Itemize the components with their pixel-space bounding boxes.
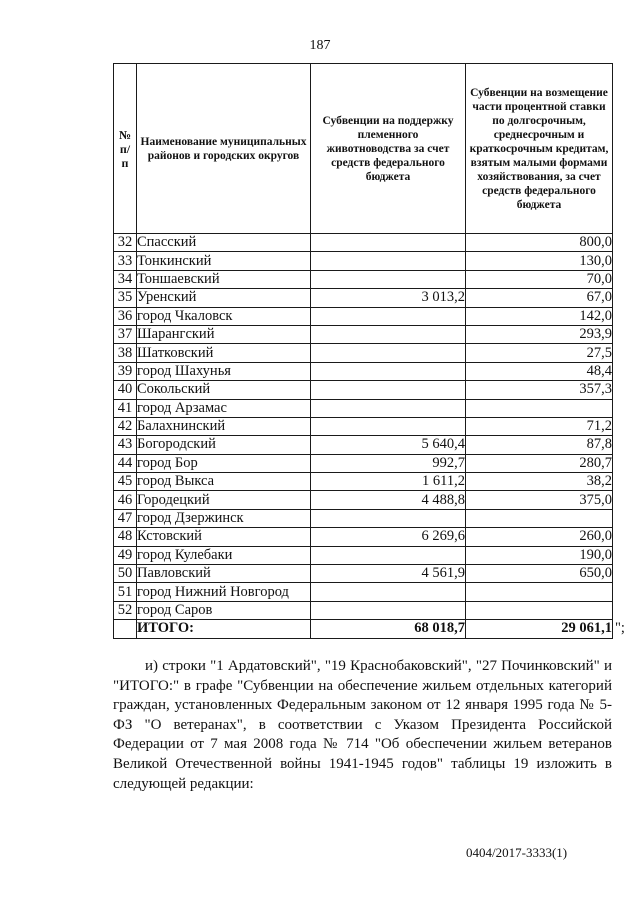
interest-subsidy-value [466,601,613,619]
interest-subsidy-value: 71,2 [466,417,613,435]
table-row [114,417,613,435]
table-row [114,454,613,472]
header-num: № п/п [114,64,137,234]
table-row [114,362,613,380]
interest-subsidy-value: 190,0 [466,546,613,564]
table-row [114,528,613,546]
breeding-subsidy-value [311,381,466,399]
row-number: 50 [114,565,137,583]
table-row [114,344,613,362]
table-row [114,381,613,399]
breeding-subsidy-value: 1 611,2 [311,473,466,491]
total-interest-subsidy: 29 061,1 [466,620,613,638]
row-number: 45 [114,473,137,491]
breeding-subsidy-value: 4 561,9 [311,565,466,583]
row-number: 37 [114,325,137,343]
header-interest-subsidy: Субвенции на возмещение части процентной ставки по долгосрочным, среднесрочным и краткосрочным кредитам, взятым малыми формами хозяйствования, за счет средств федерального бюджета [466,64,613,234]
district-name: город Выкса [137,473,311,491]
breeding-subsidy-value [311,252,466,270]
total-num-cell [114,620,137,638]
row-number: 46 [114,491,137,509]
paragraph-text: и) строки "1 Ардатовский", "19 Краснобаковский", "27 Починковский" и "ИТОГО:" в графе "Субвенции на обеспечение жильем отдельных категорий граждан, установленных Федеральным законом от 12 января 1995 года № 5-ФЗ "О ветеранах", в соответствии с Указом Президента Российской Федерации от 7 мая 2008 года № 714 "Об обеспечении жильем ветеранов Великой Отечественной войны 1941-1945 годов" таблицы 19 изложить в следующей редакции: [113,658,612,792]
district-name: город Чкаловск [137,307,311,325]
district-name: Уренский [137,289,311,307]
interest-subsidy-value: 48,4 [466,362,613,380]
row-number: 33 [114,252,137,270]
district-name: город Нижний Новгород [137,583,311,601]
row-number: 32 [114,234,137,252]
table-row [114,252,613,270]
table-row [114,583,613,601]
total-breeding-subsidy: 68 018,7 [311,620,466,638]
total-label: ИТОГО: [137,620,311,638]
district-name: Богородский [137,436,311,454]
page-number: 187 [309,38,331,53]
interest-subsidy-value: 293,9 [466,325,613,343]
table-body [114,234,613,639]
interest-subsidy-value [466,399,613,417]
row-number: 35 [114,289,137,307]
breeding-subsidy-value [311,399,466,417]
district-name: город Кулебаки [137,546,311,564]
table-row [114,289,613,307]
district-name: город Бор [137,454,311,472]
row-number: 48 [114,528,137,546]
interest-subsidy-value: 27,5 [466,344,613,362]
interest-subsidy-value: 375,0 [466,491,613,509]
document-code: 0404/2017-3333(1) [466,845,568,860]
table-row [114,601,613,619]
breeding-subsidy-value: 992,7 [311,454,466,472]
district-name: город Дзержинск [137,509,311,527]
table-row [114,565,613,583]
interest-subsidy-value: 130,0 [466,252,613,270]
table-row [114,473,613,491]
row-number: 34 [114,270,137,288]
breeding-subsidy-value: 3 013,2 [311,289,466,307]
breeding-subsidy-value: 6 269,6 [311,528,466,546]
district-name: Тоншаевский [137,270,311,288]
row-number: 52 [114,601,137,619]
breeding-subsidy-value [311,344,466,362]
row-number: 36 [114,307,137,325]
row-number: 42 [114,417,137,435]
breeding-subsidy-value [311,362,466,380]
breeding-subsidy-value: 4 488,8 [311,491,466,509]
total-row [114,620,613,638]
district-name: Балахнинский [137,417,311,435]
breeding-subsidy-value [311,234,466,252]
interest-subsidy-value: 142,0 [466,307,613,325]
row-number: 49 [114,546,137,564]
breeding-subsidy-value [311,270,466,288]
table-row [114,270,613,288]
amendment-paragraph [113,657,612,794]
header-name: Наименование муниципальных районов и городских округов [137,64,311,234]
table-row [114,399,613,417]
breeding-subsidy-value [311,583,466,601]
breeding-subsidy-value [311,546,466,564]
breeding-subsidy-value [311,325,466,343]
table-row [114,491,613,509]
interest-subsidy-value: 650,0 [466,565,613,583]
district-name: Тонкинский [137,252,311,270]
table-row [114,436,613,454]
breeding-subsidy-value: 5 640,4 [311,436,466,454]
subsidy-table [113,63,613,639]
district-name: город Арзамас [137,399,311,417]
interest-subsidy-value: 67,0 [466,289,613,307]
interest-subsidy-value [466,583,613,601]
row-number: 44 [114,454,137,472]
table-row [114,234,613,252]
interest-subsidy-value: 800,0 [466,234,613,252]
interest-subsidy-value: 260,0 [466,528,613,546]
district-name: Спасский [137,234,311,252]
row-number: 41 [114,399,137,417]
district-name: Шатковский [137,344,311,362]
interest-subsidy-value: 357,3 [466,381,613,399]
table-row [114,509,613,527]
breeding-subsidy-value [311,509,466,527]
row-number: 40 [114,381,137,399]
row-number: 39 [114,362,137,380]
breeding-subsidy-value [311,417,466,435]
district-name: город Саров [137,601,311,619]
district-name: Городецкий [137,491,311,509]
row-number: 51 [114,583,137,601]
table-row [114,546,613,564]
table-row [114,307,613,325]
interest-subsidy-value [466,509,613,527]
interest-subsidy-value: 38,2 [466,473,613,491]
interest-subsidy-value: 87,8 [466,436,613,454]
header-breeding-subsidy: Субвенции на поддержку племенного животноводства за счет средств федерального бюджета [311,64,466,234]
interest-subsidy-value: 70,0 [466,270,613,288]
district-name: Сокольский [137,381,311,399]
district-name: город Шахунья [137,362,311,380]
district-name: Шарангский [137,325,311,343]
interest-subsidy-value: 280,7 [466,454,613,472]
row-number: 38 [114,344,137,362]
closing-quote: "; [615,620,625,636]
table-row [114,325,613,343]
breeding-subsidy-value [311,307,466,325]
district-name: Кстовский [137,528,311,546]
row-number: 43 [114,436,137,454]
district-name: Павловский [137,565,311,583]
breeding-subsidy-value [311,601,466,619]
row-number: 47 [114,509,137,527]
